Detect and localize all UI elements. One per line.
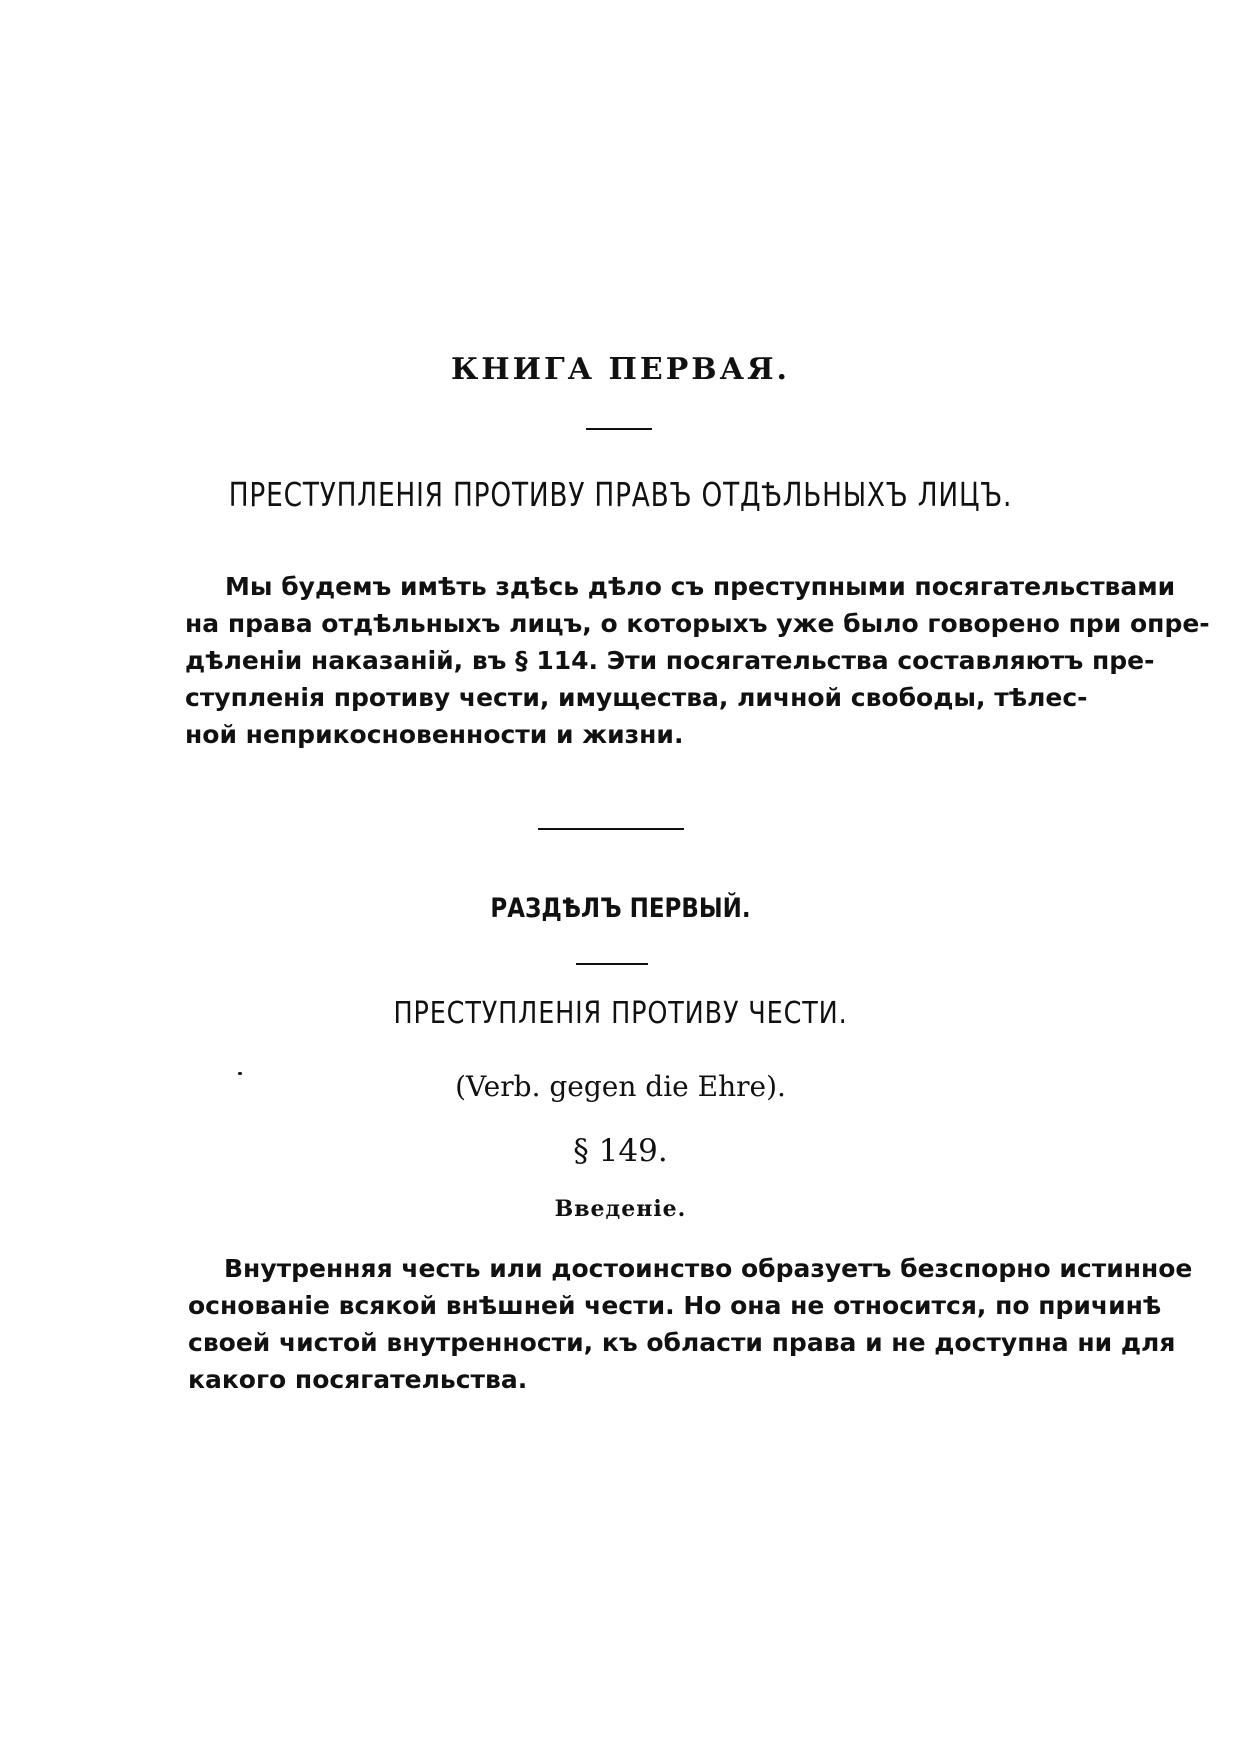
section-divider bbox=[538, 828, 684, 830]
title-divider bbox=[586, 428, 652, 430]
book-subtitle: ПРЕСТУПЛЕНІЯ ПРОТИВУ ПРАВЪ ОТДѢЛЬНЫХЪ ЛИЦЪ. bbox=[228, 475, 1013, 514]
intro-paragraph bbox=[185, 568, 1210, 753]
intro-line: на права отдѣльныхъ лицъ, о которыхъ уже было говорено при опре- bbox=[185, 609, 1210, 638]
book-title: КНИГА ПЕРВАЯ. bbox=[450, 352, 790, 387]
body-paragraph bbox=[188, 1250, 1193, 1398]
body-line: основаніе всякой внѣшней чести. Но она не относится, по причинѣ bbox=[188, 1291, 1162, 1320]
paragraph-number: § 149. bbox=[573, 1133, 668, 1169]
body-line: своей чистой внутренности, къ области права и не доступна ни для bbox=[188, 1328, 1176, 1357]
intro-line: ной неприкосновенности и жизни. bbox=[185, 720, 684, 749]
section-note: (Verb. gegen die Ehre). bbox=[455, 1070, 786, 1103]
body-line: Внутренняя честь или достоинство образуетъ безспорно истинное bbox=[224, 1254, 1193, 1283]
section-title-divider bbox=[576, 963, 648, 965]
paragraph-heading: Введеніе. bbox=[554, 1196, 687, 1222]
section-title: РАЗДѢЛЪ ПЕРВЫЙ. bbox=[490, 893, 751, 924]
intro-line: дѣленіи наказаній, въ § 114. Эти посягательства составляютъ пре- bbox=[185, 646, 1155, 675]
intro-line: ступленія противу чести, имущества, личной свободы, тѣлес- bbox=[185, 683, 1088, 712]
intro-line: Мы будемъ имѣть здѣсь дѣло съ преступными посягательствами bbox=[225, 572, 1176, 601]
body-line: какого посягательства. bbox=[188, 1365, 528, 1394]
section-subtitle: ПРЕСТУПЛЕНІЯ ПРОТИВУ ЧЕСТИ. bbox=[393, 996, 848, 1031]
